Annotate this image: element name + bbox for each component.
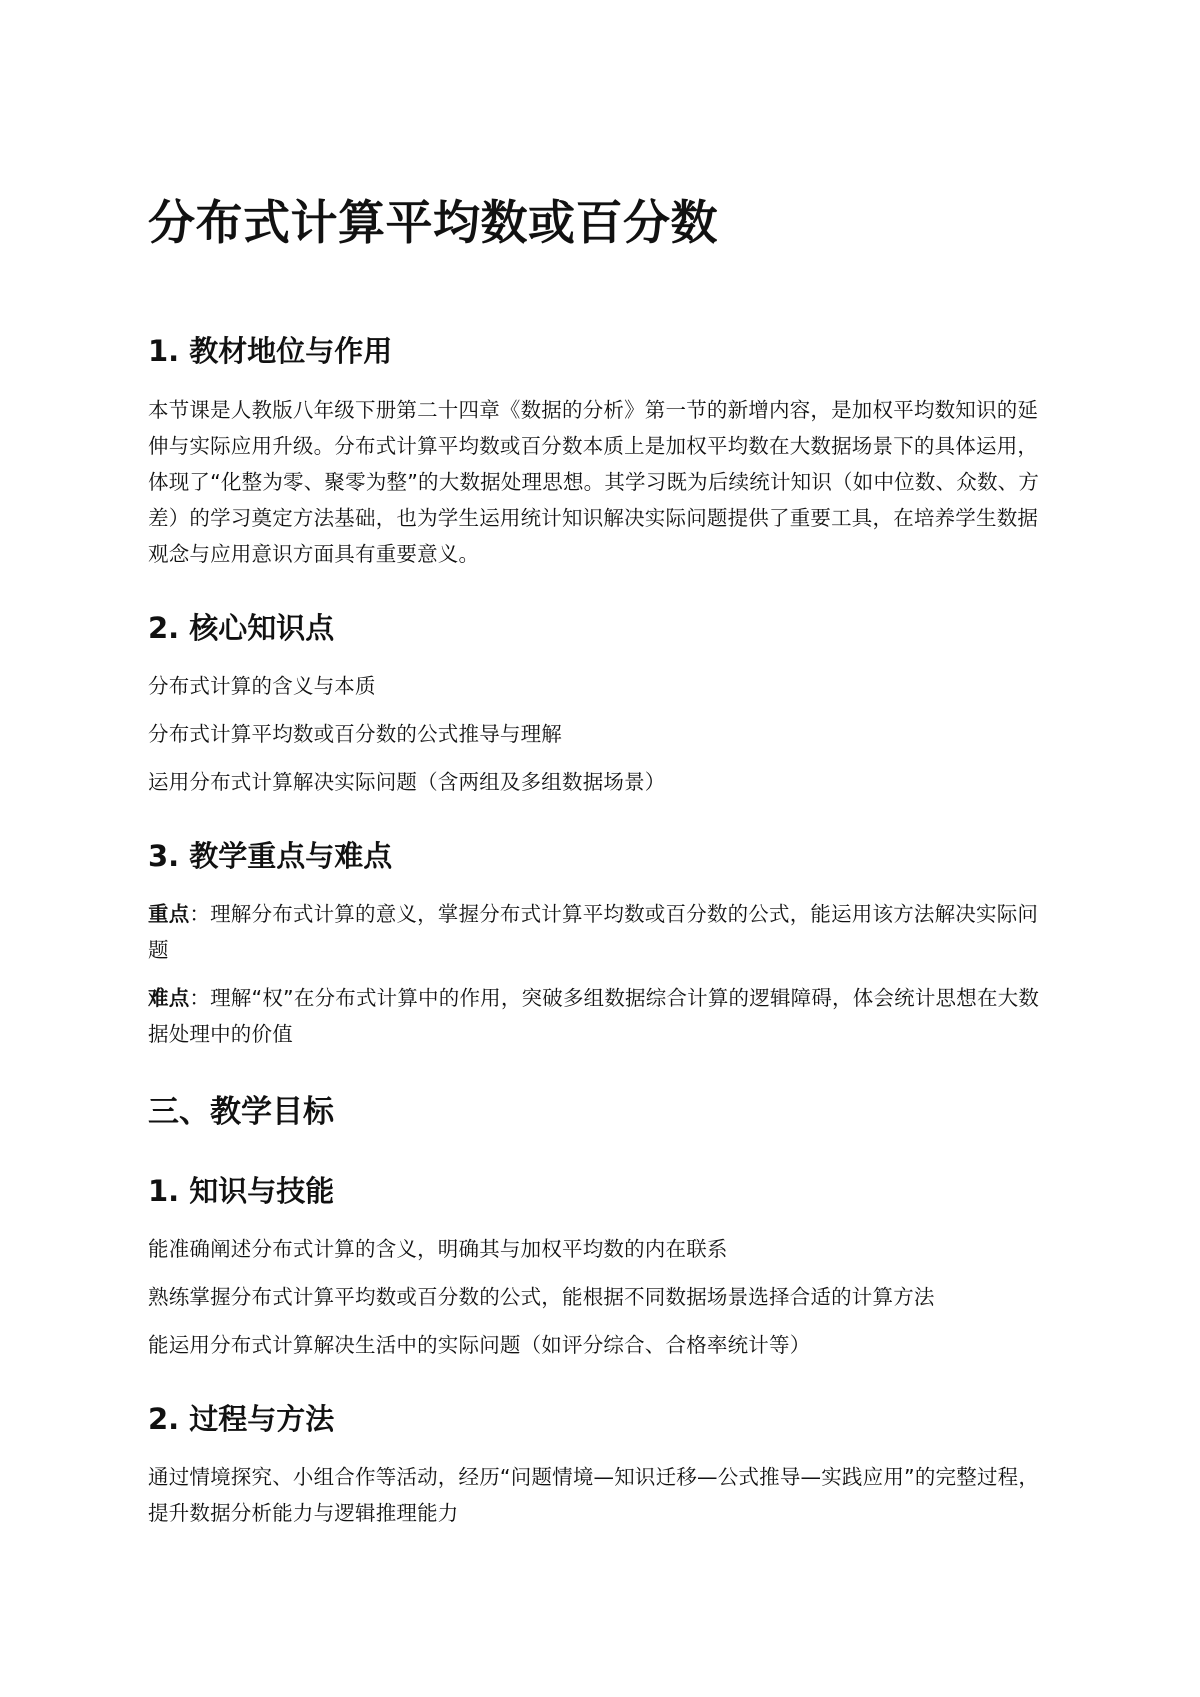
- key-point-text: 理解分布式计算的意义，掌握分布式计算平均数或百分数的公式，能运用该方法解决实际问题: [148, 902, 1039, 963]
- knowledge-list-item: 能准确阐述分布式计算的含义，明确其与加权平均数的内在联系: [148, 1237, 728, 1262]
- section-heading-position: 1. 教材地位与作用: [148, 334, 393, 369]
- key-point-label: 重点: [148, 902, 190, 927]
- knowledge-list: [148, 1231, 1058, 1363]
- core-list: [148, 668, 1058, 800]
- section-heading-core: 2. 核心知识点: [148, 610, 335, 645]
- knowledge-list-item: 能运用分布式计算解决生活中的实际问题（如评分综合、合格率统计等）: [148, 1333, 811, 1358]
- section-objectives: [148, 1093, 1058, 1132]
- difficulty-point-text: 理解“权”在分布式计算中的作用，突破多组数据综合计算的逻辑障碍，体会统计思想在大数据处理中的价值: [148, 986, 1040, 1047]
- core-list-item: 运用分布式计算解决实际问题（含两组及多组数据场景）: [148, 769, 666, 794]
- process-paragraph: 通过情境探究、小组合作等活动，经历“问题情境—知识迁移—公式推导—实践应用”的完整过程，提升数据分析能力与逻辑推理能力: [148, 1465, 1040, 1526]
- difficulty-point-label: 难点: [148, 986, 190, 1011]
- section-heading-knowledge: 1. 知识与技能: [148, 1173, 335, 1208]
- section-knowledge: [148, 1173, 1058, 1363]
- key-point-separator: ：: [189, 902, 211, 927]
- section-process: [148, 1401, 1058, 1531]
- document-content: [148, 196, 1058, 1531]
- knowledge-list-item: 熟练掌握分布式计算平均数或百分数的公式，能根据不同数据场景选择合适的计算方法: [148, 1285, 935, 1310]
- section-focus: [148, 838, 1058, 1052]
- difficulty-point-separator: ：: [189, 986, 211, 1011]
- section-position: [148, 333, 1058, 571]
- section-heading-objectives: 三、教学目标: [148, 1094, 334, 1131]
- document-title: 分布式计算平均数或百分数: [148, 196, 718, 251]
- core-list-item: 分布式计算平均数或百分数的公式推导与理解: [148, 721, 562, 746]
- section-core: [148, 610, 1058, 800]
- core-list-item: 分布式计算的含义与本质: [148, 673, 376, 698]
- section-heading-focus: 3. 教学重点与难点: [148, 838, 393, 873]
- section-heading-process: 2. 过程与方法: [148, 1402, 335, 1437]
- key-point: [148, 896, 1058, 968]
- difficulty-point: [148, 980, 1058, 1052]
- position-paragraph: 本节课是人教版八年级下册第二十四章《数据的分析》第一节的新增内容，是加权平均数知识的延伸与实际应用升级。分布式计算平均数或百分数本质上是加权平均数在大数据场景下的具体运用，体现了“化整为零、聚零为整”的大数据处理思想。其学习既为后续统计知识（如中位数、众数、方差）的学习奠定方法基础，也为学生运用统计知识解决实际问题提供了重要工具，在培养学生数据观念与应用意识方面具有重要意义。: [148, 397, 1040, 566]
